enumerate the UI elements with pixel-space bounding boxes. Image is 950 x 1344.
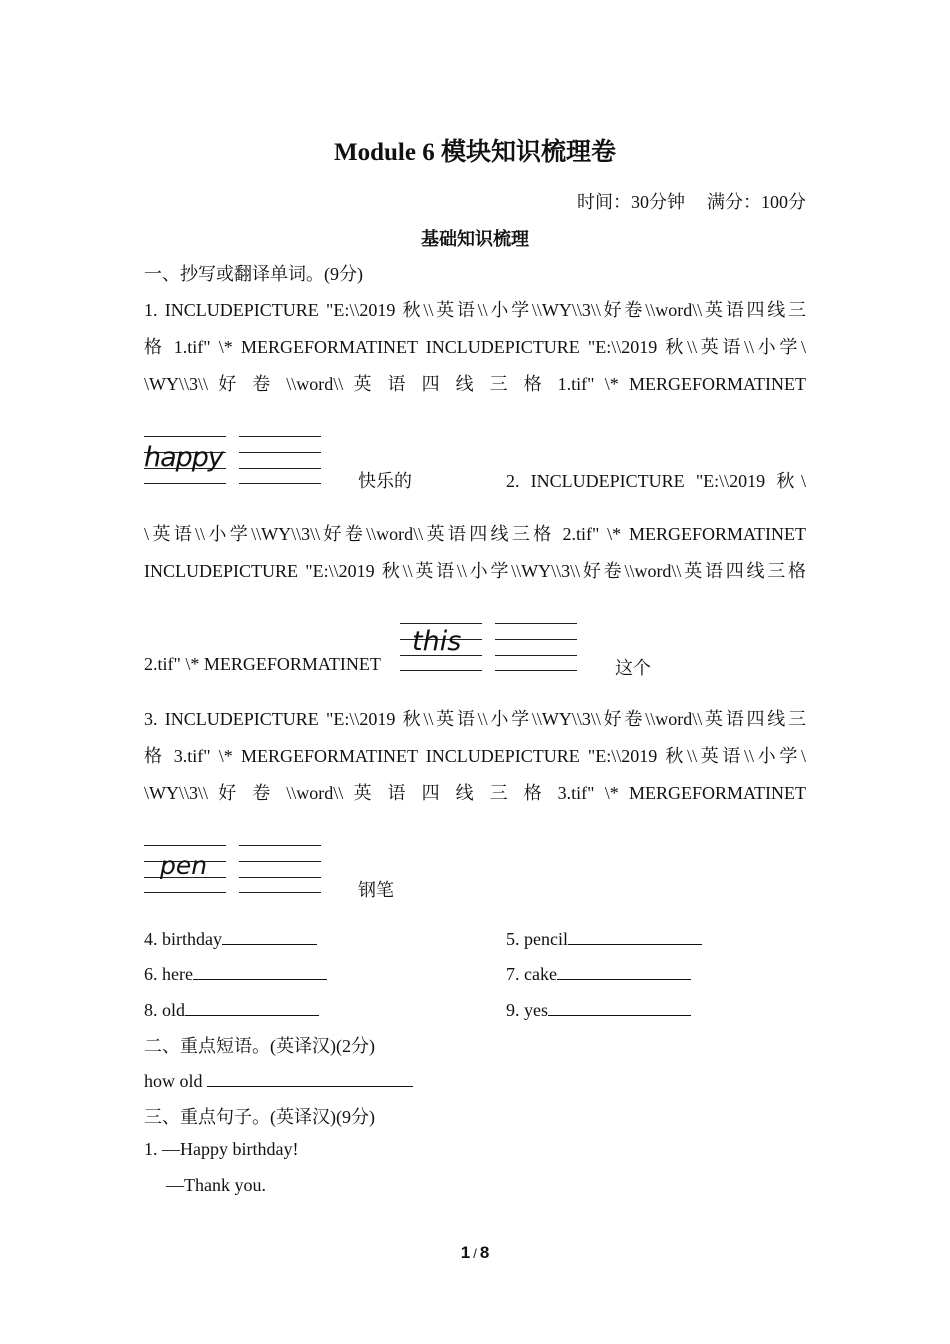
four-line-grid-written bbox=[144, 845, 226, 893]
item3-line1: 3. INCLUDEPICTURE "E:\\2019 秋\\英语\\小学\\WY\\3\\好卷\\word\\英语四线三 bbox=[144, 709, 806, 729]
handwritten-word: this bbox=[412, 626, 462, 657]
answer-blank[interactable] bbox=[185, 997, 319, 1016]
sentence-answer: —Thank you. bbox=[166, 1175, 266, 1195]
four-line-grid-blank[interactable] bbox=[239, 436, 321, 484]
item2-line3: INCLUDEPICTURE "E:\\2019 秋\\英语\\小学\\WY\\3\\好卷\\word\\英语四线三格 bbox=[144, 561, 806, 581]
word-item: 5. pencil bbox=[506, 926, 702, 950]
word-item: 6. here bbox=[144, 961, 327, 985]
page-title: Module 6 模块知识梳理卷 bbox=[334, 139, 616, 166]
item2-line1: 2. INCLUDEPICTURE "E:\\2019 秋\ bbox=[506, 471, 806, 491]
page-number: 1 / 8 bbox=[460, 1243, 490, 1262]
word-item: 7. cake bbox=[506, 961, 691, 985]
item3-line3: \WY\\3\\ 好 卷 \\word\\ 英 语 四 线 三 格 3.tif" \* MERGEFORMATINET bbox=[144, 783, 806, 803]
handwritten-word: pen bbox=[160, 851, 208, 880]
item3-line2: 格 3.tif" \* MERGEFORMATINET INCLUDEPICTURE "E:\\2019 秋\\英语\\小学\ bbox=[144, 746, 806, 766]
phrase-item: how old bbox=[144, 1068, 413, 1092]
four-line-grid-blank[interactable] bbox=[239, 845, 321, 893]
answer-blank[interactable] bbox=[193, 961, 327, 980]
answer-blank[interactable] bbox=[207, 1068, 413, 1087]
item1-line2: 格 1.tif" \* MERGEFORMATINET INCLUDEPICTURE "E:\\2019 秋\\英语\\小学\ bbox=[144, 337, 806, 357]
item1-line3: \WY\\3\\ 好 卷 \\word\\ 英 语 四 线 三 格 1.tif" \* MERGEFORMATINET bbox=[144, 374, 806, 394]
item2-tail: 2.tif" \* MERGEFORMATINET bbox=[144, 654, 381, 674]
part1-heading: 一、抄写或翻译单词。(9分) bbox=[144, 264, 363, 284]
item3-meaning: 钢笔 bbox=[358, 880, 394, 900]
full-score: 满分：100分 bbox=[707, 192, 806, 212]
four-line-grid-blank[interactable] bbox=[495, 623, 577, 671]
item1-line1: 1. INCLUDEPICTURE "E:\\2019 秋\\英语\\小学\\WY\\3\\好卷\\word\\英语四线三 bbox=[144, 300, 806, 320]
word-item: 8. old bbox=[144, 997, 319, 1021]
item1-meaning: 快乐的 bbox=[358, 471, 412, 491]
word-item: 9. yes bbox=[506, 997, 691, 1021]
answer-blank[interactable] bbox=[222, 926, 317, 945]
section-title: 基础知识梳理 bbox=[421, 229, 529, 249]
part3-heading: 三、重点句子。(英译汉)(9分) bbox=[144, 1107, 375, 1127]
time-limit: 时间：30分钟 bbox=[577, 192, 685, 212]
four-line-grid-written bbox=[144, 436, 226, 484]
handwritten-word: happy bbox=[144, 442, 223, 473]
item2-meaning: 这个 bbox=[615, 658, 651, 678]
item2-line2: \英语\\小学\\WY\\3\\好卷\\word\\英语四线三格 2.tif" \* MERGEFORMATINET bbox=[144, 524, 806, 544]
sentence-question: 1. —Happy birthday! bbox=[144, 1139, 299, 1159]
answer-blank[interactable] bbox=[568, 926, 702, 945]
answer-blank[interactable] bbox=[557, 961, 691, 980]
four-line-grid-written bbox=[400, 623, 482, 671]
word-item: 4. birthday bbox=[144, 926, 317, 950]
part2-heading: 二、重点短语。(英译汉)(2分) bbox=[144, 1036, 375, 1056]
answer-blank[interactable] bbox=[548, 997, 691, 1016]
exam-meta bbox=[577, 188, 806, 214]
